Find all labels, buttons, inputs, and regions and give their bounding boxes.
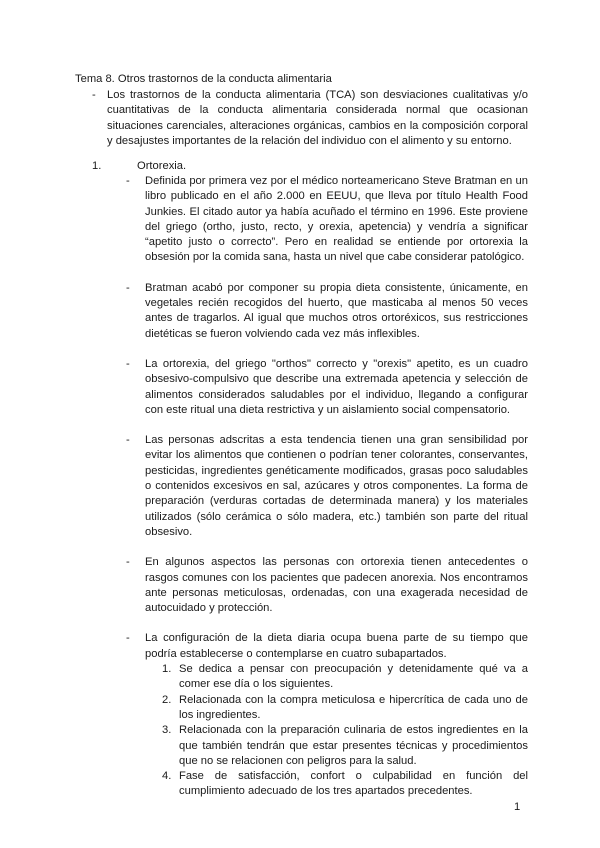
- document-heading: Tema 8. Otros trastornos de la conducta alimentaria: [75, 73, 332, 85]
- subsection-text: Se dedica a pensar con preocupación y detenidamente qué va a comer ese día o los siguientes.: [179, 663, 528, 691]
- paragraph-text: - La configuración de la dieta diaria ocupa buena parte de su tiempo que podría establecerse o contemplarse en cuatro subapartados.: [145, 632, 528, 660]
- section-number: 1.: [92, 160, 102, 172]
- intro-block: [92, 88, 528, 149]
- paragraph-item: - La ortorexia, del griego "orthos" correcto y "orexis" apetito, es un cuadro obsesivo-compulsivo que describe una extremada apetencia y selección de alimentos considerados saludables por el individuo, llegando a configurar con este ritual una dieta restrictiva y un aislamiento social compensatorio.: [126, 357, 528, 418]
- paragraph-list: [126, 174, 528, 800]
- subsection-item: [162, 723, 528, 769]
- paragraph-item: - Definida por primera vez por el médico norteamericano Steve Bratman en un libro publicado en el año 2.000 en EEUU, que lleva por título Health Food Junkies. El citado autor ya había acuñado el término en 1996. Este proviene del griego (ortho, justo, recto, y orexia, apetencia) y vendría a significar “apetito justo o correcto”. Pero en realidad se entiende por ortorexia la obsesión por la comida sana, hasta un nivel que cabe considerar patológico.: [126, 174, 528, 266]
- subsection-list: [162, 662, 528, 800]
- subsection-text: Relacionada con la preparación culinaria de estos ingredientes en la que también tendrán que estar presentes técnicas y procedimientos que no se relacionen con peligros para la salud.: [179, 724, 528, 767]
- subsection-number: 4.: [162, 770, 172, 783]
- subsection-text: Relacionada con la compra meticulosa e hipercrítica de cada uno de los ingredientes.: [179, 693, 528, 721]
- paragraph-item: - En algunos aspectos las personas con ortorexia tienen antecedentes o rasgos comunes con los pacientes que padecen anorexia. Nos encontramos ante personas meticulosas, ordenadas, con una exagerada necesidad de autocuidado y protección.: [126, 555, 528, 616]
- intro-bullet: - Los trastornos de la conducta alimentaria (TCA) son desviaciones cualitativas y/o cuantitativas de la conducta alimentaria considerada normal que ocasionan situaciones carenciales, alteraciones orgánicas, cambios en la composición corporal y desajustes importantes de la relación del individuo con el alimento y su entorno.: [92, 88, 528, 149]
- subsection-item: [162, 769, 528, 800]
- section-title-text: Ortorexia.: [137, 160, 187, 172]
- page-number: 1: [514, 801, 521, 813]
- paragraph-item: - Bratman acabó por componer su propia dieta consistente, únicamente, en vegetales recién recogidos del huerto, que masticaba al menos 50 veces antes de tragarlos. Al igual que muchos otros ortoréxicos, sus restricciones dietéticas se fueron volviendo cada vez más inflexibles.: [126, 281, 528, 342]
- paragraph-item-with-list: [126, 631, 528, 799]
- subsection-number: 3.: [162, 724, 172, 737]
- subsection-item: [162, 662, 528, 693]
- section-title: [92, 159, 186, 174]
- paragraph-item: - Las personas adscritas a esta tendencia tienen una gran sensibilidad por evitar los alimentos que contienen o podrían tener colorantes, conservantes, pesticidas, ingredientes genéticamente modificados, grasas poco saludables o contenidos excesivos en sal, azúcares y otros componentes. La forma de preparación (verduras cortadas de determinada manera) y los materiales utilizados (sólo cerámica o sólo madera, etc.) también son parte del ritual obsesivo.: [126, 433, 528, 540]
- subsection-text: Fase de satisfacción, confort o culpabilidad en función del cumplimiento adecuado de los tres apartados precedentes.: [179, 770, 528, 798]
- subsection-number: 2.: [162, 693, 172, 706]
- subsection-number: 1.: [162, 663, 172, 676]
- subsection-item: [162, 693, 528, 724]
